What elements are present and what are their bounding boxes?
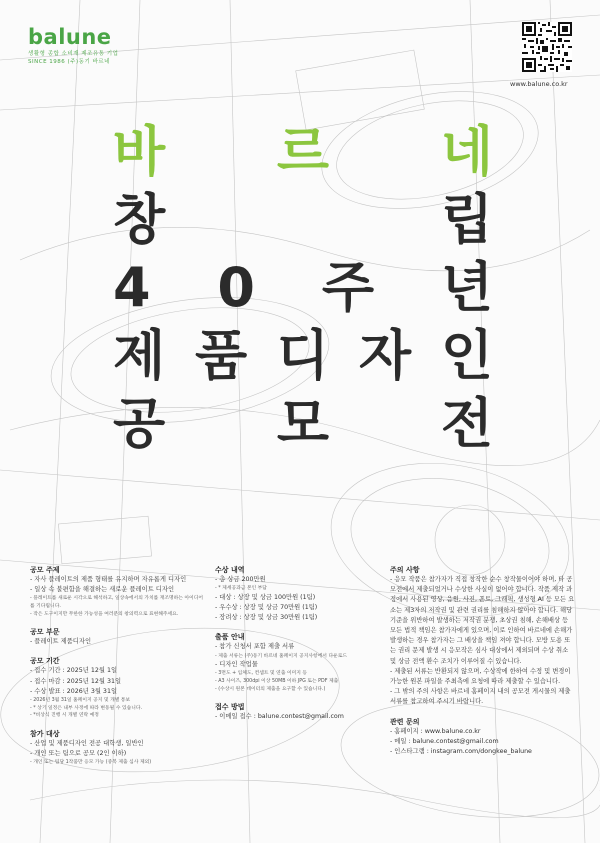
title-char: 디 xyxy=(276,324,330,387)
info-column-right xyxy=(390,565,575,757)
title-row-product-design xyxy=(113,324,493,388)
title-char: 전 xyxy=(440,392,493,455)
section-line: - * 상기 일정은 내부 사정에 따라 변동될 수 있습니다. xyxy=(30,705,143,711)
section-line: - 작은 도구이지만 무한한 가능성을 여러분의 창의력으로 표현해주세요. xyxy=(30,611,179,617)
title-row-brand xyxy=(113,120,493,184)
section-heading: 참가 대상 xyxy=(30,729,60,738)
section-line: - 총 상금 200만원 xyxy=(215,576,266,583)
section-line: - 인스타그램 : instagram.com/dongkee_balune xyxy=(390,748,532,756)
title-char: 네 xyxy=(440,120,493,183)
section-line: - *비상식 진행 시 개별 연락 예정 xyxy=(30,713,99,719)
section-heading: 공모 기간 xyxy=(30,657,60,666)
section-line: - 개인 또는 팀당 1작품만 응모 가능 (중복 제출 심사 제외) xyxy=(30,760,152,766)
section-line: - A3 사이즈, 300dpi 이상 50MB 이하 JPG 또는 PDF 제출 xyxy=(215,679,339,684)
section-line: - 접수 마감 : 2025년 12월 31일 xyxy=(30,677,122,685)
qr-code-icon xyxy=(522,22,572,72)
section-line: - 수상 발표 : 2026년 3월 31일 xyxy=(30,687,118,695)
section-heading: 관련 문의 xyxy=(390,717,420,726)
section-line: - 그 밖의 주의 사항은 바르네 홈페이지 내의 공모전 게시물의 제출 서류를 참고하여 주시기 바랍니다. xyxy=(390,688,571,706)
section-line: - 참가 신청서 포함 제출 서류 xyxy=(215,643,295,651)
section-line: - 2026년 3월 31일 홈페이지 공지 및 개별 통보 xyxy=(30,698,131,703)
title-row-contest xyxy=(113,392,493,456)
title-char: 공 xyxy=(113,392,166,455)
section-line: - 메일 : balune.contest@gmail.com xyxy=(390,737,499,745)
section-line: - 우수상 : 상장 및 상금 70만원 (1팀) xyxy=(215,604,318,611)
logo-tagline: 생활형 종합 소비재 제조유통 기업 xyxy=(28,51,119,57)
title-char: 인 xyxy=(440,324,493,387)
info-column-left xyxy=(30,565,205,767)
section-line: - 제출된 서류는 반환되지 않으며, 수상작에 한하여 수정 및 변경이 가능한 원본 파일을 주최측에 요청에 따라 제출할 수 있습니다. xyxy=(390,667,571,686)
section-heading: 공모 주제 xyxy=(30,566,60,574)
section-heading: 주의 사항 xyxy=(390,566,420,574)
section-line: - 디자인 작업물 xyxy=(215,661,258,669)
title-char: 년 xyxy=(440,256,493,319)
section-heading: 접수 방법 xyxy=(215,703,245,712)
info-column-middle xyxy=(215,565,385,722)
logo xyxy=(28,26,118,66)
title-char: 4 xyxy=(113,256,151,319)
section-line: - 일상 속 불편함을 해결하는 새로운 플레이트 디자인 xyxy=(30,586,175,594)
section-line: - (수상시 원본 데이터의 제출을 요구할 수 있습니다.) xyxy=(215,686,326,692)
logo-wordmark: balune xyxy=(28,25,112,49)
section-line: - 대상 : 상장 및 상금 100만원 (1팀) xyxy=(215,593,316,601)
section-heading: 출품 안내 xyxy=(215,633,245,642)
title-char: 제 xyxy=(113,324,166,387)
section-line: - 장려상 : 상장 및 상금 30만원 (1팀) xyxy=(215,614,318,622)
title-char: 립 xyxy=(440,188,493,251)
title-char: 르 xyxy=(276,120,330,183)
title-char: 주 xyxy=(321,256,374,319)
section-line: - 홈페이지 : www.balune.co.kr xyxy=(390,727,481,735)
section-line: - 응모 작품은 참가자가 직접 창작한 순수 창작물이어야 하며, 타 공모전에서 제출되었거나 수상한 사실이 없어야 합니다. 작품 제작 과정에서 사용된 영상, 음원, 사진, 폰트, 그래픽, 생성형 AI 등 모든 요소는 제3자의 저작권 및 관련 권리를 침해하지 않아야 합니다. 해당 기준을 위반하여 발생하는 저작권 분쟁, 초상권 침해, 손해배상 등 모든 법적 책임은 참가자에게 있으며, 이로 인하여 바르네에 손해가 발생하는 경우 참가자는 그 배상을 책임 져야 합니다. 모방 도용 또는 권리 문제 발생 시 응모작은 심사 대상에서 제외되며 수상 취소 및 상금 전액 환수 조치가 이루어질 수 있습니다. xyxy=(390,576,575,665)
section-line: - 개인 또는 팀으로 공모 (2인 이하) xyxy=(30,749,127,757)
title-row-anniversary xyxy=(113,256,493,320)
title-char: 자 xyxy=(358,324,412,387)
section-line: - 플레이트를 새로운 시각으로 해석하고, 일상속에서의 가치를 재조명하는 아이디어를 기다립니다. xyxy=(30,596,204,609)
section-line: - 제출 서류는 (주)동기 바르네 홈페이지 공지사항에서 다운로드 xyxy=(215,653,347,659)
section-line: - 접수 기간 : 2025년 12월 1일 xyxy=(30,667,118,675)
logo-since: SINCE 1986 (주)동기 바르네 xyxy=(28,59,110,65)
title-char: 창 xyxy=(113,188,166,251)
section-line: - 3면도 + 입체도, 컨셉트 및 연출 이미지 등 xyxy=(215,671,308,677)
section-line: - 산업 및 제품디자인 전공 대학생, 일반인 xyxy=(30,739,144,747)
section-heading: 수상 내역 xyxy=(215,566,245,574)
section-line: - 이메일 접수 : balune.contest@gmail.com xyxy=(215,713,344,721)
title-char: 0 xyxy=(217,256,255,319)
title-row-founding xyxy=(113,188,493,252)
title-char: 바 xyxy=(113,120,166,183)
title-char: 모 xyxy=(276,392,330,455)
section-heading: 공모 부문 xyxy=(30,628,60,637)
title-char: 품 xyxy=(194,324,248,387)
section-line: - 자사 플레이트의 제품 형태를 유지하며 자유롭게 디자인 xyxy=(30,576,187,583)
section-line: - * 제세공과금 본인 부담 xyxy=(215,586,267,592)
website-url: www.balune.co.kr xyxy=(510,80,568,88)
section-line: - 플레이트 제품디자인 xyxy=(30,638,92,646)
